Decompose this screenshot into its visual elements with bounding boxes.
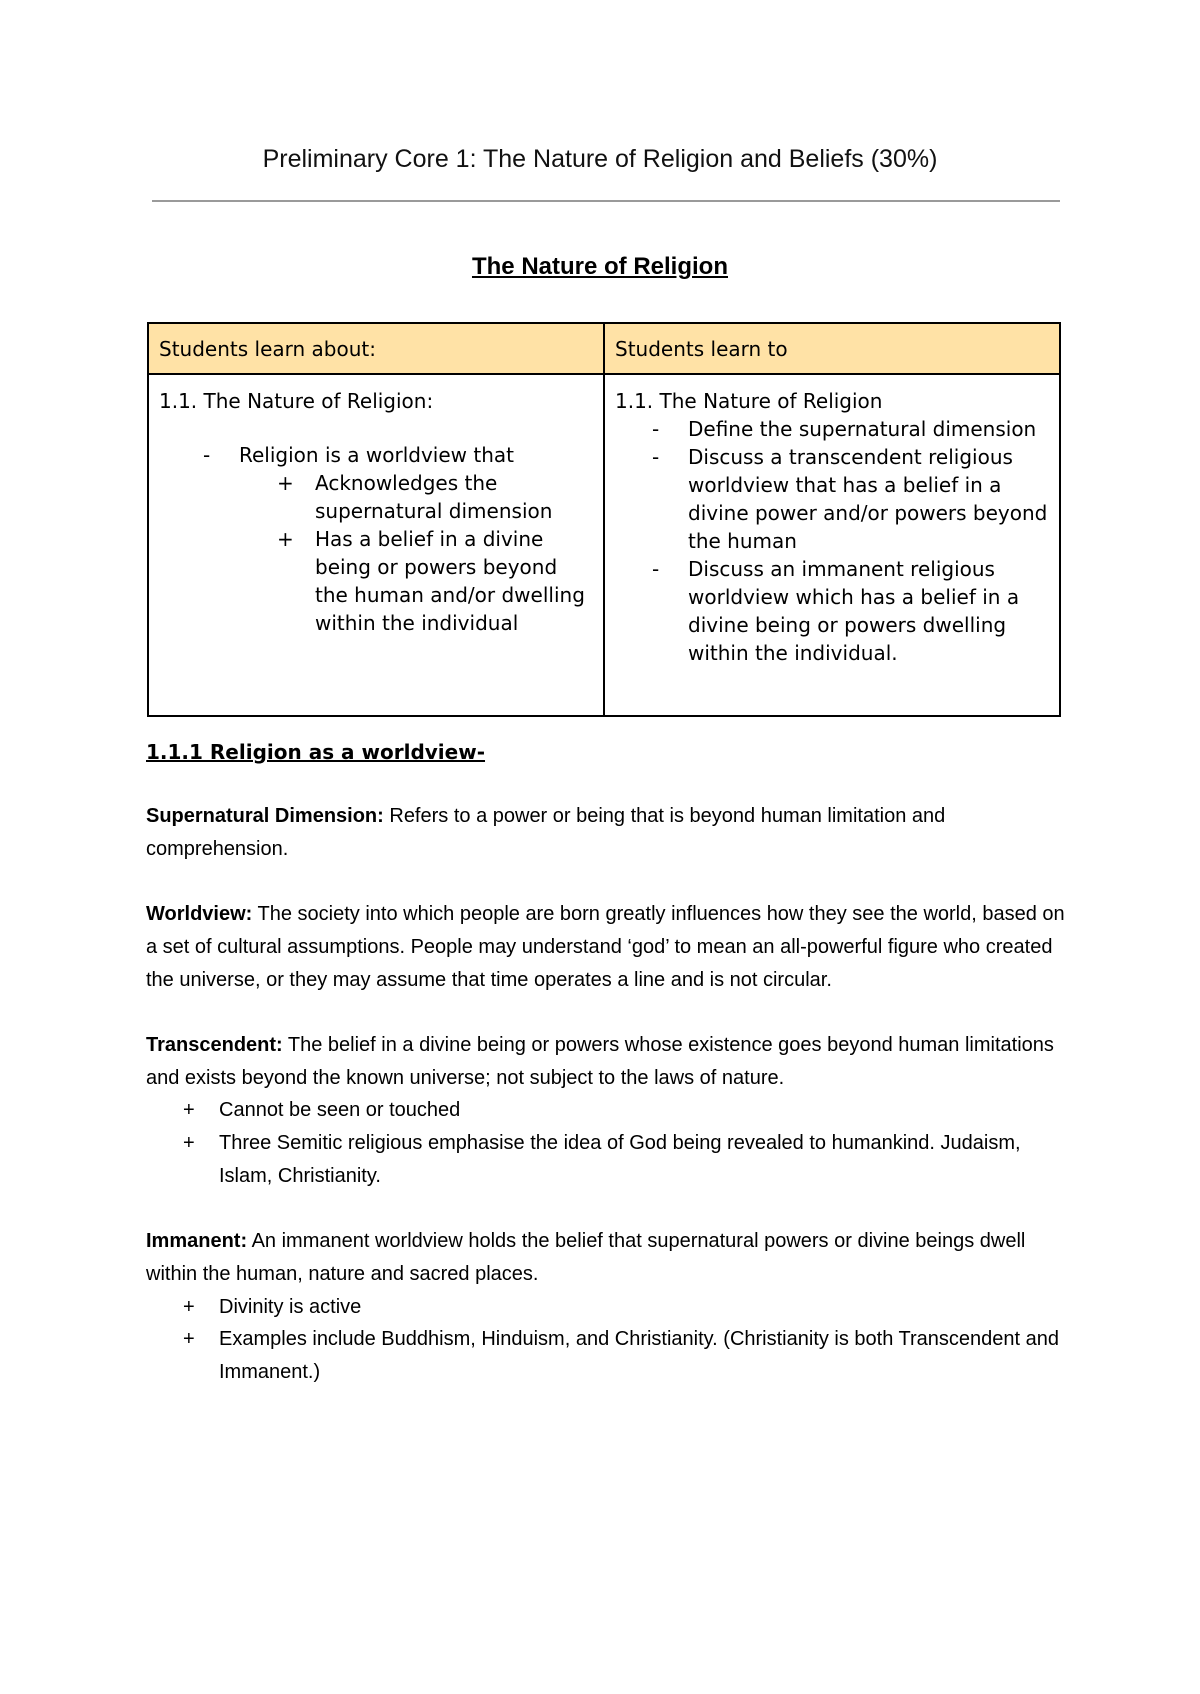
plus-bullet: + bbox=[183, 1099, 195, 1122]
dash-bullet: - bbox=[203, 443, 211, 467]
list-item: + Acknowledges the supernatural dimension bbox=[277, 471, 553, 523]
list-item: - Discuss an immanent religious worldview which has a belief in a divine being or powers dwelling within the individual. bbox=[652, 557, 1020, 665]
learn-to-cell bbox=[604, 374, 1060, 716]
dash-bullet: - bbox=[652, 417, 660, 441]
plus-bullet: + bbox=[183, 1295, 195, 1318]
list-item: + Cannot be seen or touched bbox=[146, 1094, 1066, 1127]
list-item: - Define the supernatural dimension bbox=[652, 417, 1037, 441]
list-item: + Three Semitic religious emphasise the idea of God being revealed to humankind. Judaism, Islam, Christianity. bbox=[146, 1127, 1066, 1192]
definition-transcendent: Transcendent: The belief in a divine being or powers whose existence goes beyond human limitations and exists beyond the known universe; not subject to the laws of nature. + Cannot be seen or touched + Three Semitic religious emphasise the idea of God being revealed to humankind. Judaism, Islam, Christianity. bbox=[146, 1029, 1066, 1193]
learn-to-list bbox=[615, 415, 1049, 667]
term-label: Immanent: bbox=[146, 1230, 248, 1253]
immanent-points bbox=[146, 1291, 1066, 1389]
list-item: - Religion is a worldview that bbox=[203, 443, 514, 467]
learn-to-heading: 1.1. The Nature of Religion bbox=[615, 389, 883, 413]
term-label: Transcendent: bbox=[146, 1033, 283, 1056]
plus-bullet: + bbox=[183, 1132, 195, 1154]
table-row bbox=[148, 374, 1060, 716]
learn-about-cell bbox=[148, 374, 604, 716]
plus-bullet: + bbox=[277, 527, 294, 551]
table-header-row bbox=[148, 323, 1060, 374]
list-item: + Examples include Buddhism, Hinduism, and Christianity. (Christianity is both Transcendent and Immanent.) bbox=[146, 1323, 1066, 1388]
plus-bullet: + bbox=[277, 471, 294, 495]
learn-about-list bbox=[159, 441, 593, 469]
definition-supernatural: Supernatural Dimension: Refers to a power or being that is beyond human limitation and comprehension. bbox=[146, 805, 946, 860]
document-title: The Nature of Religion bbox=[471, 253, 728, 280]
section-heading: 1.1.1 Religion as a worldview- bbox=[146, 740, 486, 764]
column-header-learn-about: Students learn about: bbox=[148, 323, 604, 374]
page-header: Preliminary Core 1: The Nature of Religion and Beliefs (30%) bbox=[262, 145, 938, 173]
transcendent-points bbox=[146, 1094, 1066, 1192]
dash-bullet: - bbox=[652, 445, 660, 469]
definition-worldview: Worldview: The society into which people are born greatly influences how they see the world, based on a set of cultural assumptions. People may understand ‘god’ to mean an all-powerful figure who created the universe, or they may assume that time operates a line and is not circular. bbox=[146, 903, 1065, 991]
definition-immanent: Immanent: An immanent worldview holds the belief that supernatural powers or divine beings dwell within the human, nature and sacred places. + Divinity is active + Examples include Buddhism, Hinduism, and Christianity. (Christianity is both Transcendent and Immanent.) bbox=[146, 1225, 1066, 1389]
learning-outcomes-table bbox=[147, 322, 1061, 717]
learn-about-heading: 1.1. The Nature of Religion: bbox=[159, 389, 434, 413]
column-header-learn-to: Students learn to bbox=[604, 323, 1060, 374]
term-label: Supernatural Dimension: bbox=[146, 805, 384, 827]
list-item: - Discuss a transcendent religious worldview that has a belief in a divine power and/or powers beyond the human bbox=[652, 445, 1048, 553]
list-item: + Divinity is active bbox=[146, 1291, 1066, 1324]
list-item: + Has a belief in a divine being or powers beyond the human and/or dwelling within the individual bbox=[277, 527, 585, 635]
learn-about-sublist bbox=[79, 469, 593, 637]
dash-bullet: - bbox=[652, 557, 660, 581]
plus-bullet: + bbox=[183, 1328, 195, 1351]
term-label: Worldview: bbox=[146, 903, 253, 926]
definitions-body bbox=[146, 800, 1066, 1421]
header-divider bbox=[152, 200, 1060, 202]
